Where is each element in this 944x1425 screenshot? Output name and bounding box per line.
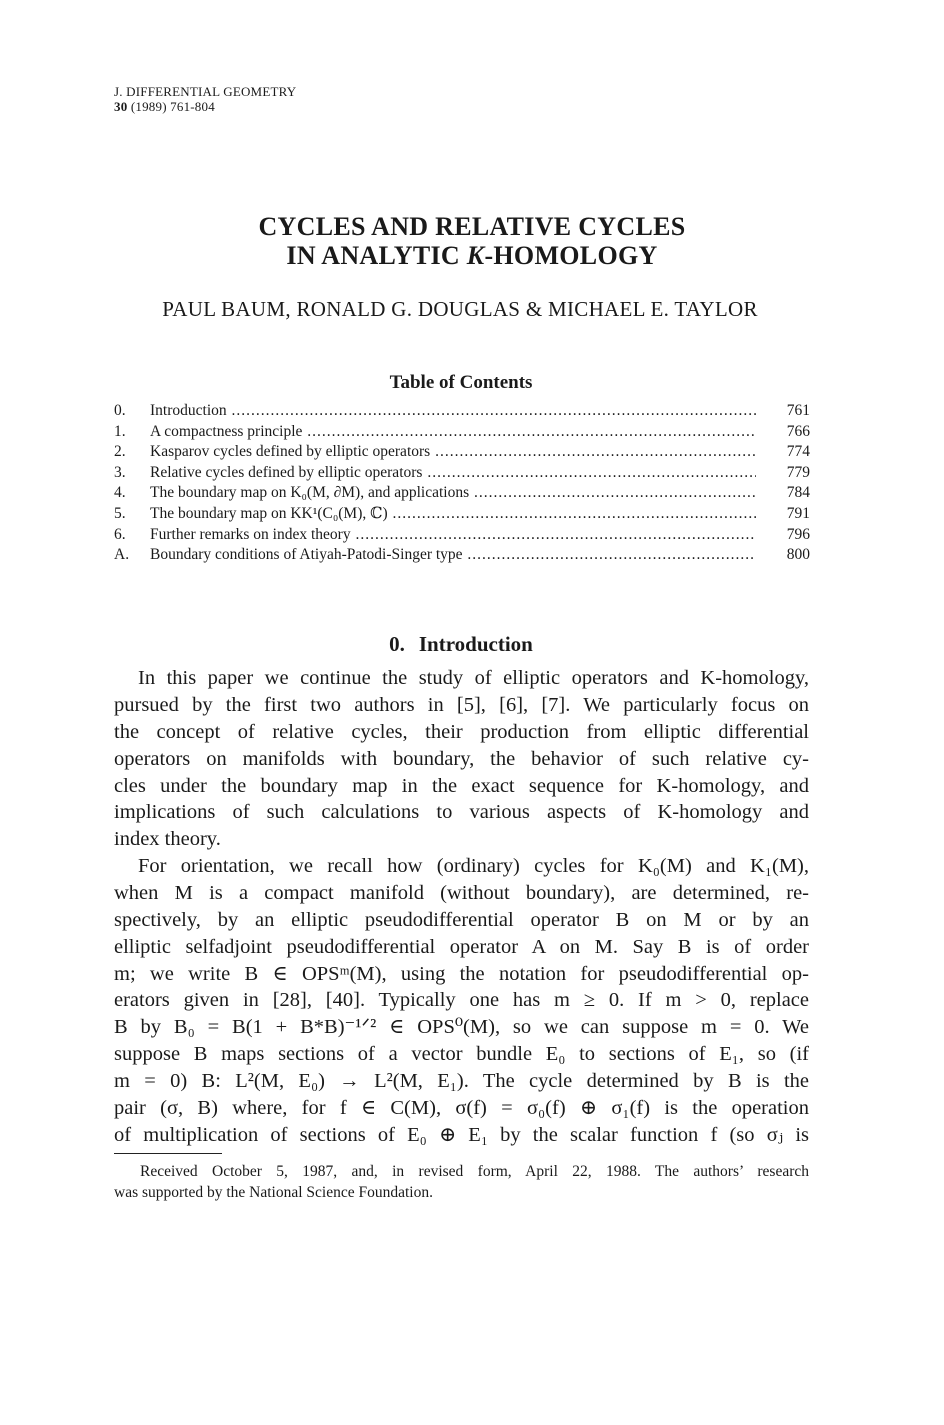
toc-entry-page: 766	[786, 422, 810, 440]
toc-entry-title: The boundary map on K₀(M, ∂M), and applications .....	[150, 483, 756, 504]
footnote-line: Received October 5, 1987, and, in revised form, April 22, 1988. The authors’ research	[140, 1163, 809, 1180]
toc-entry[interactable]	[114, 401, 810, 422]
toc-entry[interactable]	[114, 545, 810, 566]
journal-year-pages: (1989) 761-804	[130, 99, 215, 114]
toc-entry-title: The boundary map on KK¹(C₀(M), ℂ) .....	[150, 504, 756, 525]
text-line: elliptic selfadjoint pseudodifferential operator A on M. Say B is of order	[114, 935, 809, 958]
text-line: For orientation, we recall how (ordinary) cycles for K₀(M) and K₁(M),	[138, 855, 809, 877]
journal-volume-line	[114, 99, 296, 114]
toc-entry-page: 796	[786, 525, 810, 543]
toc-entry-page: 791	[786, 504, 810, 522]
text-line: In this paper we continue the study of elliptic operators and K-homology,	[138, 667, 809, 689]
authors: PAUL BAUM, RONALD G. DOUGLAS & MICHAEL E. TAYLOR	[162, 297, 758, 321]
footnote	[114, 1161, 809, 1203]
text-line: erators given in [28], [40]. Typically one has m ≥ 0. If m > 0, replace	[114, 989, 809, 1012]
footnote-line: was supported by the National Science Foundation.	[114, 1184, 433, 1201]
paragraph-2	[114, 853, 809, 1149]
toc-entry-number: 6.	[114, 525, 126, 543]
toc-entry-page: 784	[786, 484, 810, 502]
paper-title	[0, 212, 944, 270]
text-line: of multiplication of sections of E₀ ⊕ E₁ by the scalar function f (so σⱼ is	[114, 1123, 809, 1146]
journal-header	[114, 84, 296, 114]
toc-entry[interactable]	[114, 422, 810, 443]
title-line-2-suffix: -HOMOLOGY	[484, 241, 658, 270]
toc-entry[interactable]	[114, 463, 810, 484]
text-line: spectively, by an elliptic pseudodifferential operator B on M or by an	[114, 908, 809, 931]
title-line-2	[0, 241, 944, 270]
text-line: the concept of relative cycles, their production from elliptic differential	[114, 720, 809, 743]
toc-entry-number: 5.	[114, 504, 126, 522]
toc-entry-number: A.	[114, 546, 130, 564]
text-line: implications of such calculations to various aspects of K-homology and	[114, 801, 809, 824]
toc-entry-number: 0.	[114, 402, 126, 419]
footnote-rule	[114, 1153, 222, 1154]
text-line: operators on manifolds with boundary, the behavior of such relative cy-	[114, 747, 809, 770]
toc-entry-title: Kasparov cycles defined by elliptic operators .....	[150, 442, 756, 463]
toc-entry-number: 4.	[114, 484, 126, 502]
toc-entry[interactable]	[114, 483, 810, 504]
journal-name: J. DIFFERENTIAL GEOMETRY	[114, 84, 297, 99]
toc-entry-page: 779	[786, 463, 810, 481]
toc-entry-title: Further remarks on index theory .....	[150, 525, 756, 546]
text-line: m; we write B ∈ OPSᵐ(M), using the notation for pseudodifferential op-	[114, 962, 809, 985]
toc-entry-page: 800	[786, 546, 810, 564]
text-line: suppose B maps sections of a vector bundle E₀ to sections of E₁, so (if	[114, 1043, 809, 1066]
journal-volume: 30	[114, 99, 128, 114]
text-line: m = 0) B: L²(M, E₀) → L²(M, E₁). The cycle determined by B is the	[114, 1070, 809, 1093]
section-heading	[0, 632, 922, 657]
toc-entry-title: Introduction .....	[150, 401, 756, 422]
toc-entry[interactable]	[114, 525, 810, 546]
text-line: index theory.	[114, 828, 221, 851]
toc-entry-title: A compactness principle .....	[150, 422, 756, 443]
toc-entry-number: 3.	[114, 463, 126, 481]
toc-entry-page: 761	[786, 402, 810, 419]
text-line: pair (σ, B) where, for f ∈ C(M), σ(f) = σ₀(f) ⊕ σ₁(f) is the operation	[114, 1097, 809, 1120]
toc-entry-page: 774	[786, 443, 810, 461]
paragraph-1	[114, 665, 809, 853]
title-line-2-k: K	[466, 241, 485, 270]
text-line: cles under the boundary map in the exact sequence for K-homology, and	[114, 774, 809, 797]
table-of-contents	[114, 401, 810, 566]
section-title: Introduction	[418, 632, 533, 656]
section-number: 0.	[389, 632, 405, 656]
toc-entry[interactable]	[114, 442, 810, 463]
toc-entry-title: Boundary conditions of Atiyah-Patodi-Singer type .....	[150, 545, 756, 566]
title-line-2-prefix: IN ANALYTIC	[286, 241, 467, 270]
toc-entry-number: 1.	[114, 422, 126, 440]
text-line: B by B₀ = B(1 + B*B)⁻¹ᐟ² ∈ OPS⁰(M), so we can suppose m = 0. We	[114, 1016, 809, 1039]
text-line: pursued by the first two authors in [5], [6], [7]. We particularly focus on	[114, 693, 809, 716]
title-line-1: CYCLES AND RELATIVE CYCLES	[258, 212, 686, 241]
toc-entry-title: Relative cycles defined by elliptic operators .....	[150, 463, 756, 484]
text-line: when M is a compact manifold (without boundary), are determined, re-	[114, 881, 809, 904]
toc-entry[interactable]	[114, 504, 810, 525]
toc-entry-number: 2.	[114, 443, 126, 461]
toc-heading: Table of Contents	[389, 372, 533, 393]
